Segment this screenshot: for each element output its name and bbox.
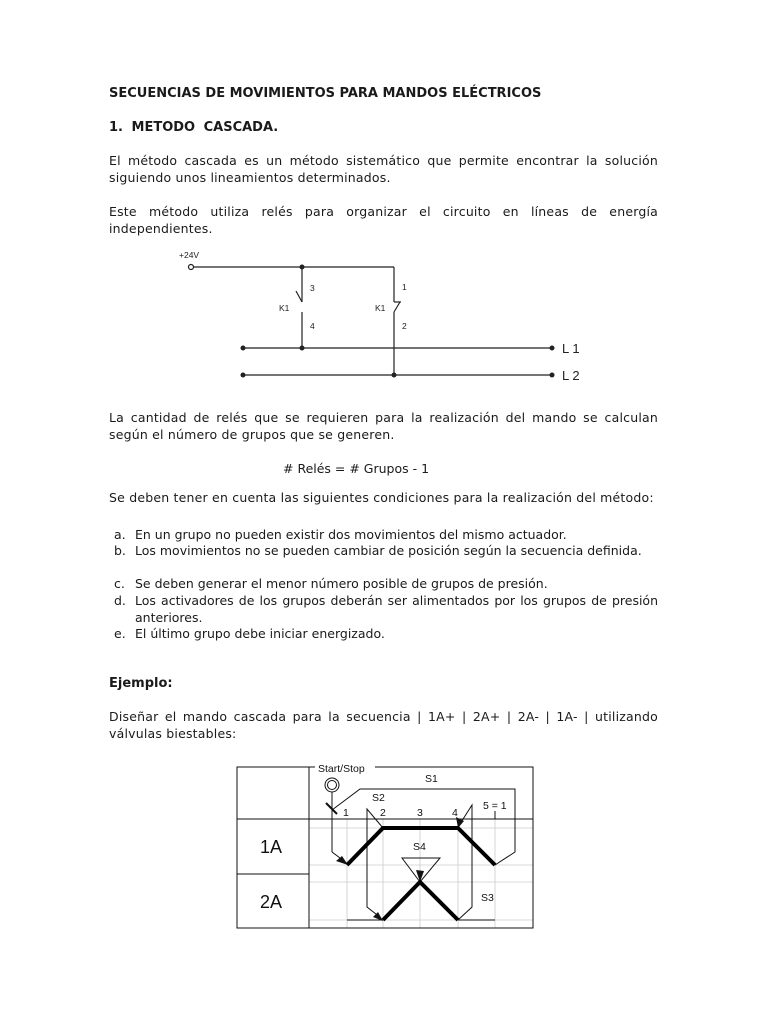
list-text: Los movimientos no se pueden cambiar de posición según la secuencia definida.: [135, 543, 642, 558]
paragraph: Se deben tener en cuenta las siguientes condiciones para la realización del método:: [109, 490, 654, 505]
paragraph: La cantidad de relés que se requieren para la realización del mando se calculan según el número de grupos que se generen.: [109, 410, 658, 442]
actuator-label: 1A: [260, 837, 283, 857]
paragraph: El método cascada es un método sistemático que permite encontrar la solución siguiendo unos lineamientos determinados.: [109, 153, 658, 185]
list-text: Los activadores de los grupos deberán ser alimentados por los grupos de presión anteriores.: [135, 593, 658, 625]
contact-label: 3: [310, 283, 315, 293]
step-label: 4: [452, 807, 458, 819]
list-item: [114, 543, 658, 560]
list-marker: c.: [114, 576, 125, 591]
relay-circuit-diagram: [170, 245, 590, 390]
step-label: 1: [343, 807, 349, 819]
document-title: SECUENCIAS DE MOVIMIENTOS PARA MANDOS ELÉCTRICOS: [109, 86, 542, 101]
example-heading: Ejemplo:: [109, 676, 173, 691]
formula: # Relés = # Grupos - 1: [283, 461, 430, 476]
paragraph: Diseñar el mando cascada para la secuencia | 1A+ | 2A+ | 2A- | 1A- | utilizando válvulas biestables:: [109, 709, 658, 741]
step-label: 2: [380, 807, 386, 819]
step-label: 5 = 1: [483, 800, 507, 812]
displacement-step-diagram: [230, 755, 540, 935]
list-marker: d.: [114, 593, 126, 608]
list-text: El último grupo debe iniciar energizado.: [135, 626, 385, 641]
signal-label: S4: [413, 841, 426, 853]
list-marker: e.: [114, 626, 126, 641]
list-item: [114, 593, 658, 626]
list-item: [114, 626, 658, 643]
line-label-l2: L 2: [562, 368, 580, 383]
paragraph: Este método utiliza relés para organizar el circuito en líneas de energía independientes.: [109, 204, 658, 236]
section-heading: 1. METODO CASCADA.: [109, 120, 279, 135]
list-text: En un grupo no pueden existir dos movimientos del mismo actuador.: [135, 527, 567, 542]
list-text: Se deben generar el menor número posible de grupos de presión.: [135, 576, 548, 591]
step-label: 3: [417, 807, 423, 819]
contact-label: 2: [402, 321, 407, 331]
relay-label: K1: [279, 303, 290, 313]
list-marker: a.: [114, 527, 126, 542]
supply-label: +24V: [179, 250, 200, 260]
list-marker: b.: [114, 543, 126, 558]
signal-label: S3: [481, 892, 494, 904]
signal-label: S1: [425, 773, 438, 785]
list-item: [114, 527, 658, 544]
contact-label: 1: [402, 282, 407, 292]
actuator-label: 2A: [260, 892, 283, 912]
relay-label: K1: [375, 303, 386, 313]
line-label-l1: L 1: [562, 341, 580, 356]
list-item: [114, 576, 658, 593]
contact-label: 4: [310, 321, 315, 331]
signal-label: S2: [372, 792, 385, 804]
start-stop-label: Start/Stop: [318, 763, 365, 775]
